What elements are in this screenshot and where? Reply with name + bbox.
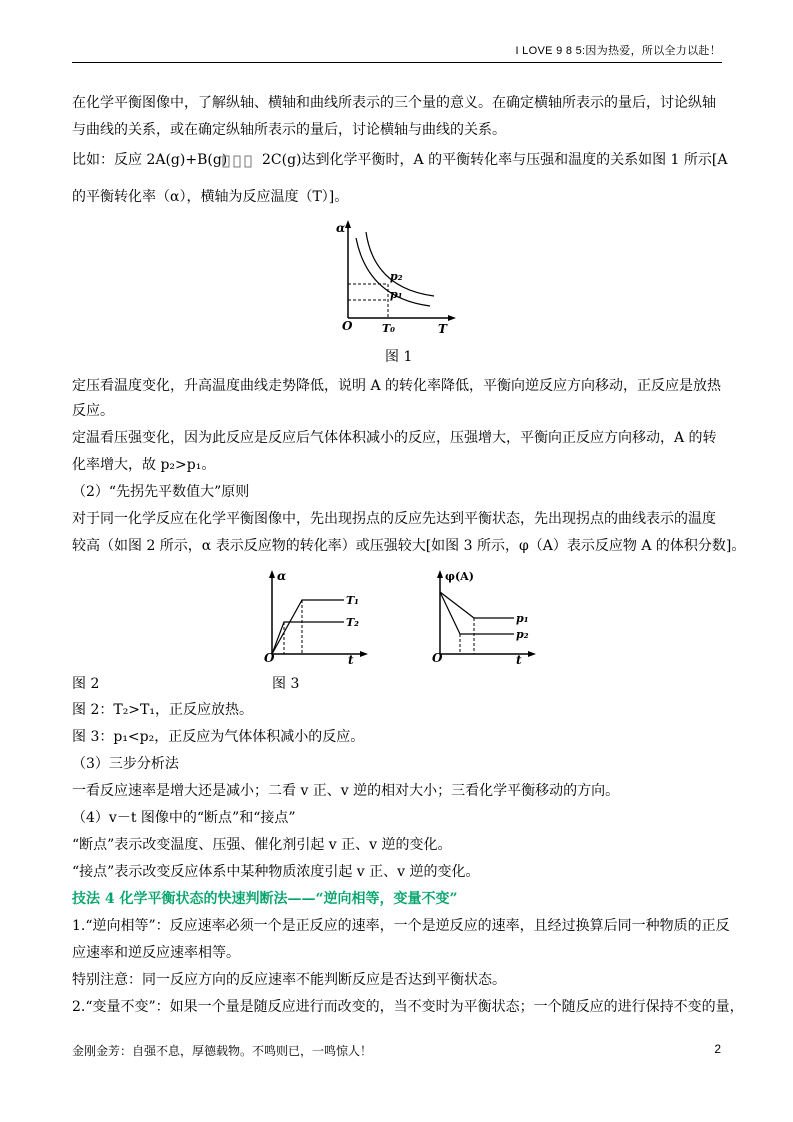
figure-caption: 图 2	[72, 676, 100, 692]
text-line: 图 3：p₁<p₂，正反应为气体体积减小的反应。	[72, 729, 365, 745]
axis-label: α	[277, 569, 287, 583]
text-line: （3）三步分析法	[72, 756, 179, 772]
text-line: 对于同一化学反应在化学平衡图像中，先出现拐点的反应先达到平衡状态，先出现拐点的曲线表示的温度	[72, 511, 716, 527]
axis-label: t	[516, 653, 522, 666]
text-line: “断点”表示改变温度、压强、催化剂引起 v 正、v 逆的变化。	[72, 837, 452, 853]
origin-label: O	[432, 651, 443, 665]
text-line: 较高（如图 2 所示，α 表示反应物的转化率）或压强较大[如图 3 所示，φ（A）表示反应物 A 的体积分数]。	[72, 538, 746, 554]
text-line: 与曲线的关系，或在确定纵轴所表示的量后，讨论横轴与曲线的关系。	[72, 122, 506, 138]
text-line: 一看反应速率是增大还是减小；二看 v 正、v 逆的相对大小；三看化学平衡移动的方向。	[72, 783, 620, 799]
text-line: （4）v－t 图像中的“断点”和“接点”	[72, 810, 296, 826]
text-line: 应速率和逆反应速率相等。	[72, 945, 240, 961]
tick-label: T₀	[382, 322, 396, 335]
text-line: 定压看温度变化，升高温度曲线走势降低，说明 A 的转化率降低，平衡向逆反应方向移动，正反应是放热	[72, 378, 722, 394]
origin-label: O	[264, 651, 275, 665]
curve-label: T₂	[346, 616, 360, 629]
page-footer: 金刚金芳：自强不息，厚德载物。不鸣则已，一鸣惊人！	[72, 1044, 373, 1058]
text-line: 定温看压强变化，因为此反应是反应后气体体积减小的反应，压强增大，平衡向正反应方向移动，A 的转	[72, 430, 717, 446]
text-line: “接点”表示改变反应体系中某种物质浓度引起 v 正、v 逆的变化。	[72, 864, 480, 880]
text-line: 反应。	[72, 403, 114, 419]
axis-label: α	[336, 221, 346, 235]
text-line: 化率增大，故 p₂>p₁。	[72, 457, 216, 473]
figure-3	[430, 566, 540, 666]
curve-label: T₁	[346, 594, 360, 607]
figure-2	[262, 566, 372, 666]
page-number: 2	[714, 1042, 721, 1056]
text-line: 在化学平衡图像中，了解纵轴、横轴和曲线所表示的三个量的意义。在确定横轴所表示的量后，讨论纵轴	[72, 95, 716, 111]
header-divider	[72, 62, 722, 63]
curve-label: p₂	[390, 270, 403, 283]
axis-label: φ(A)	[445, 570, 474, 583]
figure-caption: 图 1	[385, 349, 413, 365]
axis-label: t	[348, 653, 354, 666]
text-line: 图 2：T₂>T₁，正反应放热。	[72, 702, 253, 718]
section-heading: 技法 4 化学平衡状态的快速判断法——“逆向相等，变量不变”	[72, 891, 458, 907]
equilibrium-arrow-icon	[220, 153, 256, 169]
text-line: 比如：反应 2A(g)+B(g)	[72, 152, 228, 168]
curve-label: p₁	[390, 288, 403, 301]
text-line: 2.“变量不变”：如果一个量是随反应进行而改变的，当不变时为平衡状态；一个随反应的进行保持不变的量，	[72, 999, 744, 1015]
text-line: （2）“先拐先平数值大”原则	[72, 484, 250, 500]
figure-caption: 图 3	[272, 676, 300, 692]
curve-label: p₁	[516, 612, 529, 625]
curve-label: p₂	[516, 628, 529, 641]
origin-label: O	[342, 319, 353, 333]
axis-label: T	[438, 322, 447, 336]
text-line: 1.“逆向相等”：反应速率必须一个是正反应的速率，一个是逆反应的速率，且经过换算后同一种物质的正反	[72, 918, 730, 934]
text-line: 2C(g)达到化学平衡时，A 的平衡转化率与压强和温度的关系如图 1 所示[A	[262, 152, 728, 168]
text-line: 的平衡转化率（α），横轴为反应温度（T）]。	[72, 189, 349, 205]
page-header: I LOVE 9 8 5:因为热爱，所以全力以赴！	[515, 45, 721, 57]
text-line: 特别注意：同一反应方向的反应速率不能判断反应是否达到平衡状态。	[72, 972, 506, 988]
figure-1	[330, 218, 460, 338]
